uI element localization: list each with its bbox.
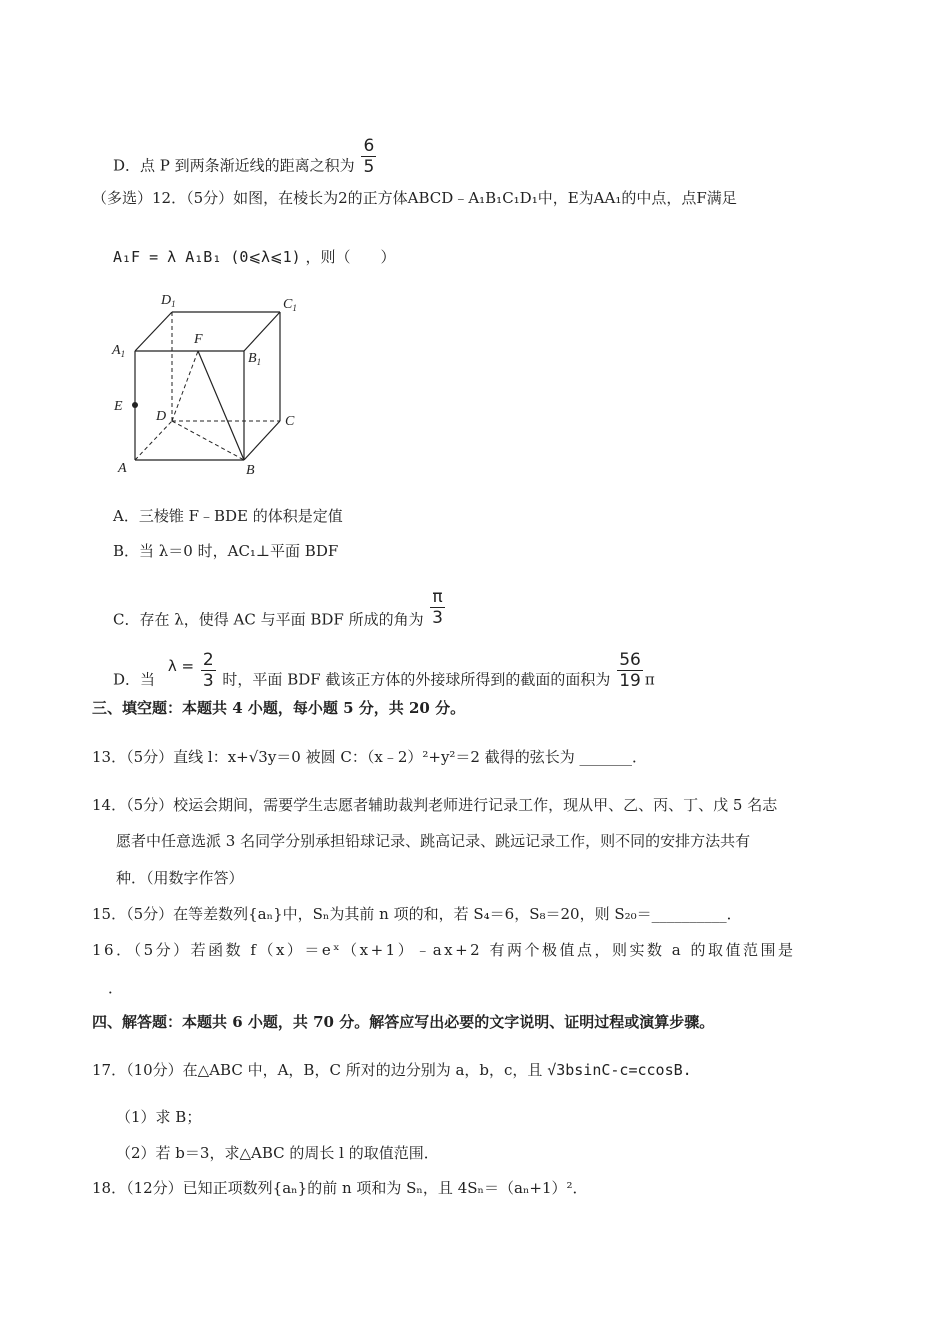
point-e: [132, 402, 138, 408]
edge-a1-d1: [135, 312, 172, 351]
edge-b1-c1: [244, 312, 280, 351]
label-e: E: [114, 399, 123, 414]
fraction-2-3: $\frac{2}{3}$: [202, 650, 214, 691]
label-a: A: [118, 461, 127, 476]
q12-option-b: B．当 λ＝0 时，AC₁⊥平面 BDF: [113, 542, 339, 560]
q12-vector-condition: [113, 247, 396, 267]
q16-line-2: ．: [108, 979, 124, 997]
q17-formula: √3bsinC-c=ccosB.: [547, 1061, 692, 1079]
q12-stem: （多选）12．（5分）如图，在棱长为2的正方体ABCD﹣A₁B₁C₁D₁中，E为AA₁的中点，点F满足: [92, 189, 737, 207]
q17-part-1: （1）求 B；: [116, 1108, 202, 1126]
label-c1: $C_1$: [283, 297, 297, 313]
q14-line-2: 愿者中任意选派 3 名同学分别承担铅球记录、跳高记录、跳远记录工作，则不同的安排方法共有: [116, 832, 751, 850]
q13: 13．（5分）直线 l：x+√3y＝0 被圆 C：（x﹣2）²+y²＝2 截得的弦长为 _______．: [92, 748, 648, 766]
q16-line-1: 16．（5分）若函数 f（x）＝eˣ（x+1）﹣ax+2 有两个极值点，则实数 a 的取值范围是: [92, 941, 796, 959]
section-3-heading: 三、填空题：本题共 4 小题，每小题 5 分，共 20 分。: [92, 699, 466, 717]
edge-b-c: [244, 421, 280, 460]
q12-option-a: A．三棱锥 F﹣BDE 的体积是定值: [113, 507, 343, 525]
q12-option-d: D．当 λ = $\frac{2}{3}$ 时，平面 BDF 截该正方体的外接球所得到的截面的面积为 $\frac{56}{19}$ π: [113, 650, 655, 691]
lambda-equals: λ =: [167, 656, 195, 675]
q14-line-1: 14．（5分）校运会期间，需要学生志愿者辅助裁判老师进行记录工作，现从甲、乙、丙、丁、戊 5 名志: [92, 796, 778, 814]
label-b: B: [246, 463, 255, 478]
q17-stem: 17．（10分）在△ABC 中，A，B，C 所对的边分别为 a，b，c，且 √3bsinC-c=ccosB.: [92, 1061, 692, 1079]
q18: 18．（12分）已知正项数列{aₙ}的前 n 项和为 Sₙ，且 4Sₙ＝（aₙ+1）²．: [92, 1179, 588, 1197]
q14-line-3: 种．（用数字作答）: [116, 869, 244, 887]
q12-tail: ，则（ ）: [305, 248, 396, 266]
label-a1: $A_1$: [112, 343, 126, 359]
label-d1: $D_1$: [161, 293, 176, 309]
q11-option-d-text: D．点 P 到两条渐近线的距离之积为: [113, 156, 355, 175]
label-b1: $B_1$: [248, 351, 262, 367]
q12-option-c: C．存在 λ，使得 AC 与平面 BDF 所成的角为 $\frac{\pi}{3}$: [113, 587, 443, 629]
cube-figure: [108, 290, 318, 480]
label-f: F: [194, 332, 203, 347]
label-d: D: [156, 409, 167, 424]
fraction-56-19: $\frac{56}{19}$: [619, 650, 641, 691]
segment-d-f: [172, 351, 198, 421]
segment-f-b: [198, 351, 244, 460]
section-4-heading: 四、解答题：本题共 6 小题，共 70 分。解答应写出必要的文字说明、证明过程或演算步骤。: [92, 1013, 715, 1031]
edge-a-d: [135, 421, 172, 460]
fraction-6-5: $\frac{6}{5}$: [363, 136, 375, 177]
q15: 15．（5分）在等差数列{aₙ}中，Sₙ为其前 n 项的和，若 S₄＝6，S₈＝20，则 S₂₀＝__________．: [92, 905, 742, 923]
segment-d-b: [172, 421, 244, 460]
vector-expression: A₁F = λ A₁B₁ (0⩽λ⩽1): [113, 248, 301, 266]
label-c: C: [285, 414, 295, 429]
q17-part-2: （2）若 b＝3，求△ABC 的周长 l 的取值范围．: [116, 1144, 439, 1162]
fraction-pi-3: $\frac{\pi}{3}$: [432, 587, 443, 628]
q11-option-d: [113, 136, 378, 187]
